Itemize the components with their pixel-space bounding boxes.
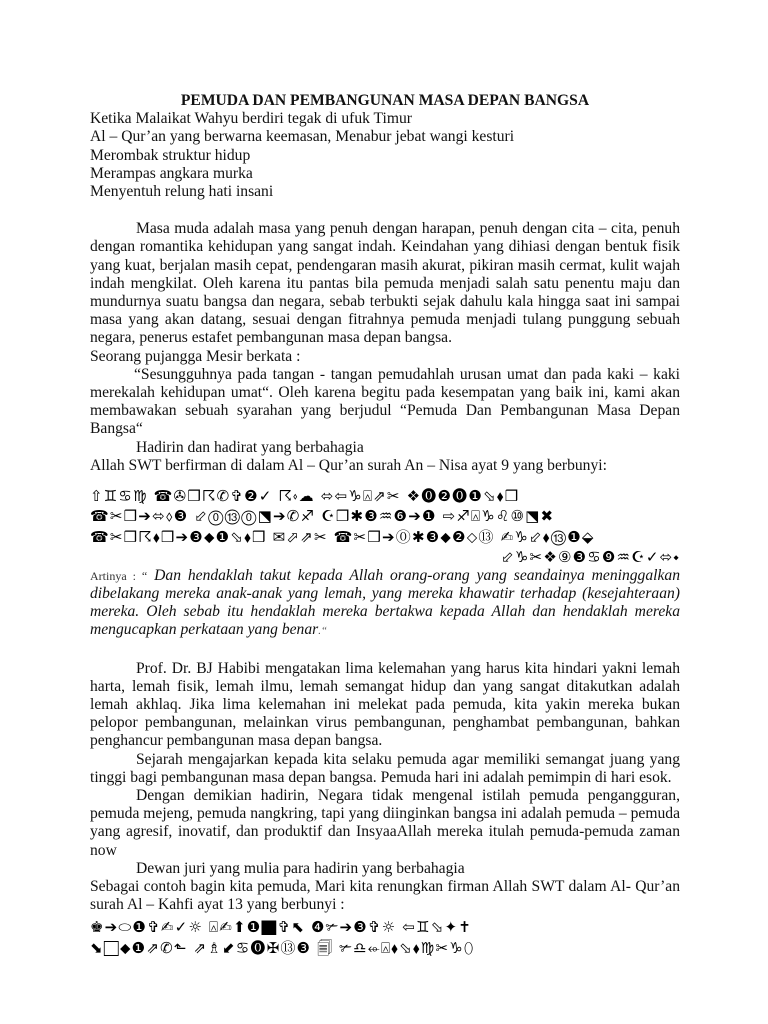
translation-text: Dan hendaklah takut kepada Allah orang-orang yang seandainya meninggalkan dibelakang mereka anak-anak yang lemah, yang mereka khawatir terhadap (kesejahteraan) mereka. Oleh sebab itu hendaklah mereka bertakwa kepada Allah dan hendaklah mereka mengucapkan perkataan yang benar [90,566,680,639]
arabic-verse-line: ⇧♊︎♋︎♍︎ ☎︎✇︎❒︎☈︎✆︎✞︎❷︎✓︎ ☈︎⬫︎☁︎ ⬄︎⇦︎♑︎⍓︎⇗︎✂︎ ❖︎⓿︎❷︎⓿︎❶︎⬂︎⬧︎❒︎ [90,487,520,506]
paragraph: Sebagai contoh bagin kita pemuda, Mari kita renungkan firman Allah SWT dalam Al- Qur’an surah Al – Kahfi ayat 13 yang berbunyi : [90,877,680,914]
paragraph: Dengan demikian hadirin, Negara tidak mengenal istilah pemuda pengangguran, pemuda mejeng, pemuda nangkring, tapi yang diinginkan bangsa ini adalah pemuda – pemuda yang agresif, inovatif, dan produktif dan InsyaaAllah mereka itulah pemuda-pemuda zaman now [90,786,680,859]
arabic-verse-line: ⬃︎♑︎✂︎❖︎⑨︎❸︎♋︎❾︎♒︎☪︎✓︎⬄︎⬩︎ [501,548,680,567]
paragraph: Sejarah mengajarkan kepada kita selaku pemuda agar memiliki semangat juang yang tinggi bagi pembangunan masa depan bangsa. Pemuda hari ini adalah pemimpin di hari esok. [90,750,680,786]
arabic-verse-line: ☎︎✂︎❒︎➔︎⬄︎⬨︎❸︎ ⬃︎⓪︎⑬︎⓪︎⬔︎➔︎✆︎♐︎ ☪︎❒︎✱︎❸︎♒︎❻︎➔︎❶︎ ⇨︎♐︎⍓︎♑︎♌︎⑩︎⬔︎✖︎ [90,507,555,526]
poem-line: Merombak struktur hidup [90,146,251,164]
poem-line: Merampas angkara murka [90,164,253,182]
text-line: Seorang pujangga Mesir berkata : [90,347,301,365]
quote-paragraph: “Sesungguhnya pada tangan - tangan pemudahlah urusan umat dan pada kaki – kaki merekalah kehidupan umat“. Oleh karena begitu pada kesempatan yang baik ini, kami akan membawakan sebuah syarahan yang berjudul “Pemuda Dan Pembangunan Masa Depan Bangsa“ [90,365,680,438]
translation-label: Artinya : “ [90,568,148,583]
spacer [90,201,680,220]
greeting-line: Dewan juri yang mulia para hadirin yang berbahagia [136,859,465,877]
translation-closing: .“ [318,625,328,638]
translation-paragraph [90,567,680,641]
document-title: PEMUDA DAN PEMBANGUNAN MASA DEPAN BANGSA [180,92,590,109]
poem-line: Ketika Malaikat Wahyu berdiri tegak di ufuk Timur [90,110,412,128]
greeting-line: Hadirin dan hadirat yang berbahagia [136,438,364,456]
poem-line: Al – Qur’an yang berwarna keemasan, Menabur jebat wangi kesturi [90,128,515,146]
spacer [90,641,680,660]
document-page [90,92,680,957]
paragraph: Masa muda adalah masa yang penuh dengan harapan, penuh dengan cita – cita, penuh dengan romantika kehidupan yang sangat indah. Keindahan yang dihiasi dengan bentuk fisik yang kuat, berjalan masih cepat, pendengaran masih akurat, pikiran masih cermat, kulit wajah indah mengkilat. Oleh karena itu pantas bila pemuda menjadi salah satu penentu maju dan mundurnya suatu bangsa dan negara, sebab terbukti sejak dahulu kala hingga saat ini sampai masa yang akan datang, sesuai dengan fitrahnya pemuda menjadi tulang punggung sebuah negara, penerus estafet pembangunan masa depan bangsa. [90,220,680,347]
text-line: Allah SWT berfirman di dalam Al – Qur’an surah An – Nisa ayat 9 yang berbunyi: [90,456,607,474]
paragraph: Prof. Dr. BJ Habibi mengatakan lima kelemahan yang harus kita hindari yakni lemah harta, lemah fisik, lemah ilmu, lemah semangat hidup dan yang sangat ditakutkan adalah lemah akhlaq. Jika lima kelemahan ini melekat pada pemuda, kita yakin mereka bukan pelopor pembangunan, melainkan virus pembangunan, penghambat pembangunan, bahkan penghancur pembangunan masa depan bangsa. [90,659,680,750]
poem-line: Menyentuh relung hati insani [90,183,274,201]
arabic-verse-line: ♚︎➔︎⬭︎❶︎✞︎✍︎✓︎☼︎ ⍓︎✍︎⬆︎❶︎⬛︎✞︎⬉︎ ❹︎✃︎➔︎❸︎✞︎☼︎ ⇦︎♊︎⬂︎✦︎✝︎ [90,918,473,937]
arabic-verse-line: ⬊︎⬜︎⬥︎❶︎⇗︎✆︎⬑︎ ⇗︎♗︎⬋︎♋︎⓿︎✠︎⑬︎❸︎ 🗐︎ ✃︎♎︎⬰︎⍓︎⬧︎⬂︎⬧︎♍︎✂︎♑︎⬯︎ [90,938,475,957]
arabic-verse-block [90,918,680,957]
arabic-verse-line: ☎︎✂︎❒︎☈︎⬧︎❒︎➔︎❸︎⬥︎❶︎⬂︎⬧︎❒︎ ✉︎⬀︎⇗︎✂︎ ☎︎✂︎❒︎➔︎⓪︎✱︎❸︎⬥︎❷︎⬦︎⑬︎ ✍︎♑︎⬃︎⬧︎⑬︎❶︎⬙︎ [90,527,595,546]
arabic-verse-block [90,487,680,567]
